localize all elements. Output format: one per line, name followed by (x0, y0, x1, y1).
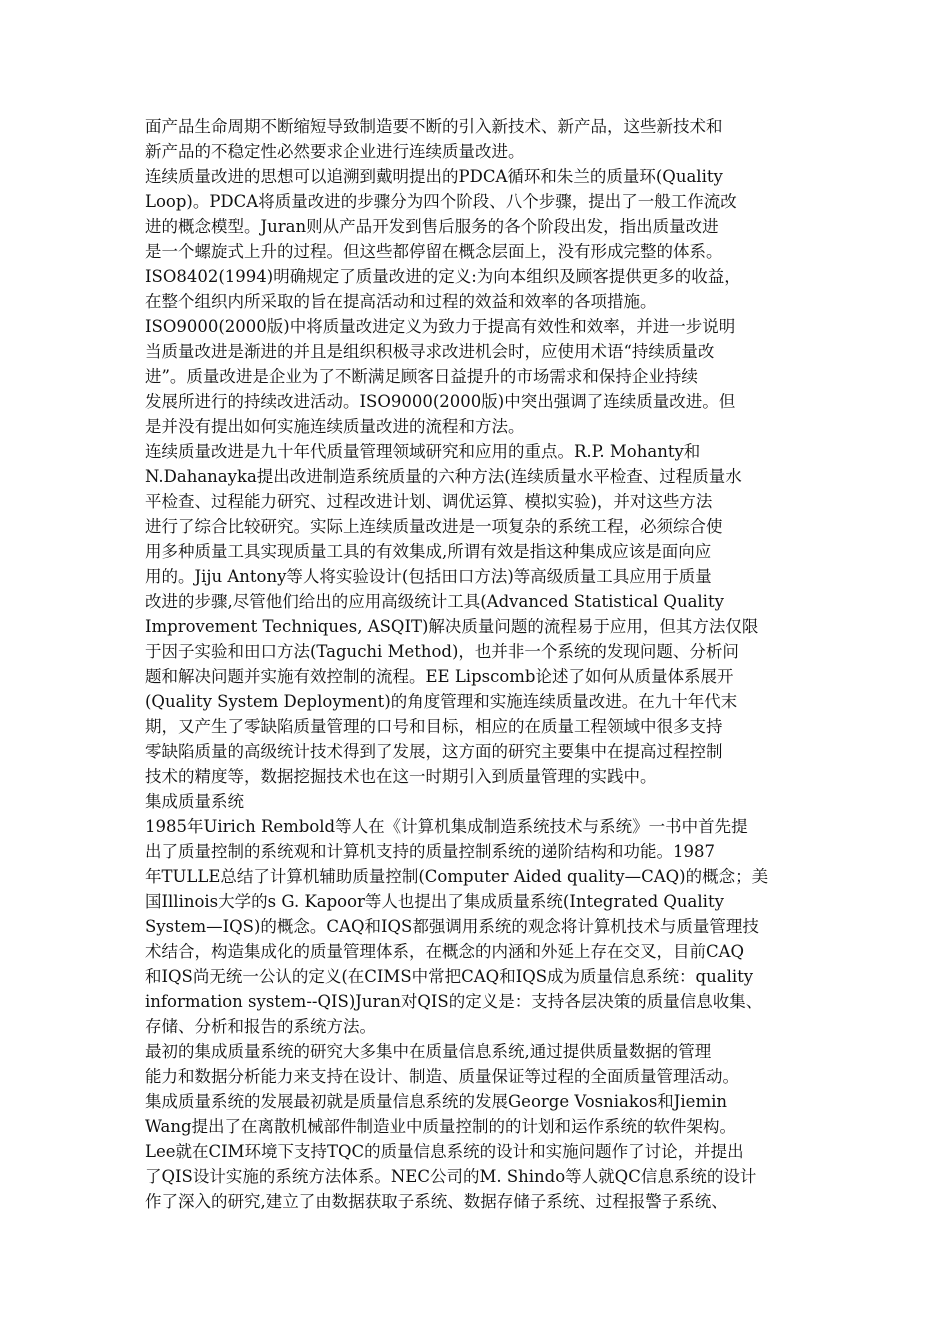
text-line: 新产品的不稳定性必然要求企业进行连续质量改进。 (145, 142, 525, 161)
text-line: (Quality System Deployment)的角度管理和实施连续质量改进。在九十年代末 (145, 692, 738, 711)
text-line: ISO8402(1994)明确规定了质量改进的定义:为向本组织及顾客提供更多的收益， (145, 267, 741, 286)
text-line: 用的。Jiju Antony等人将实验设计(包括田口方法)等高级质量工具应用于质量 (145, 567, 712, 586)
text-line: 于因子实验和田口方法(Taguchi Method)，也并非一个系统的发现问题、分析问 (145, 642, 739, 661)
text-line: 进的概念模型。Juran则从产品开发到售后服务的各个阶段出发，指出质量改进 (145, 217, 719, 236)
text-line: 零缺陷质量的高级统计技术得到了发展，这方面的研究主要集中在提高过程控制 (145, 742, 723, 761)
text-line: System—IQS)的概念。CAQ和IQS都强调用系统的观念将计算机技术与质量管理技 (145, 917, 759, 936)
text-line: Improvement Techniques, ASQIT)解决质量问题的流程易于应用，但其方法仅限 (145, 617, 759, 636)
text-line: 最初的集成质量系统的研究大多集中在质量信息系统,通过提供质量数据的管理 (145, 1042, 712, 1061)
text-line: 用多种质量工具实现质量工具的有效集成,所谓有效是指这种集成应该是面向应 (145, 542, 712, 561)
text-line: 和IQS尚无统一公认的定义(在CIMS中常把CAQ和IQS成为质量信息系统：quality (145, 967, 754, 986)
text-line: 是并没有提出如何实施连续质量改进的流程和方法。 (145, 417, 525, 436)
text-line: 了QIS设计实施的系统方法体系。NEC公司的M. Shindo等人就QC信息系统的设计 (145, 1167, 757, 1186)
text-line: 在整个组织内所采取的旨在提高活动和过程的效益和效率的各项措施。 (145, 292, 657, 311)
text-line: 发展所进行的持续改进活动。ISO9000(2000版)中突出强调了连续质量改进。但 (145, 392, 736, 411)
text-line: 改进的步骤,尽管他们给出的应用高级统计工具(Advanced Statistical Quality (145, 592, 724, 611)
text-line: Lee就在CIM环境下支持TQC的质量信息系统的设计和实施问题作了讨论，并提出 (145, 1142, 744, 1161)
text-line: 面产品生命周期不断缩短导致制造要不断的引入新技术、新产品，这些新技术和 (145, 117, 723, 136)
text-line: 期，又产生了零缺陷质量管理的口号和目标，相应的在质量工程领域中很多支持 (145, 717, 723, 736)
text-line: ISO9000(2000版)中将质量改进定义为致力于提高有效性和效率，并进一步说明 (145, 317, 736, 336)
text-line: 是一个螺旋式上升的过程。但这些都停留在概念层面上，没有形成完整的体系。 (145, 242, 723, 261)
text-line: 当质量改进是渐进的并且是组织积极寻求改进机会时，应使用术语“持续质量改 (145, 342, 715, 361)
document-body (145, 114, 817, 1214)
text-line: 连续质量改进是九十年代质量管理领域研究和应用的重点。R.P. Mohanty和 (145, 442, 701, 461)
section-heading: 集成质量系统 (145, 792, 244, 811)
text-line: 平检查、过程能力研究、过程改进计划、调优运算、模拟实验)，并对这些方法 (145, 492, 713, 511)
text-line: 题和解决问题并实施有效控制的流程。EE Lipscomb论述了如何从质量体系展开 (145, 667, 734, 686)
text-line: 作了深入的研究,建立了由数据获取子系统、数据存储子系统、过程报警子系统、 (145, 1192, 728, 1211)
text-line: 出了质量控制的系统观和计算机支持的质量控制系统的递阶结构和功能。1987 (145, 842, 715, 861)
text-line: 存储、分析和报告的系统方法。 (145, 1017, 376, 1036)
text-line: Wang提出了在离散机械部件制造业中质量控制的的计划和运作系统的软件架构。 (145, 1117, 737, 1136)
text-line: 技术的精度等，数据挖掘技术也在这一时期引入到质量管理的实践中。 (145, 767, 657, 786)
text-line: 进行了综合比较研究。实际上连续质量改进是一项复杂的系统工程，必须综合使 (145, 517, 723, 536)
text-line: 术结合，构造集成化的质量管理体系，在概念的内涵和外延上存在交叉，目前CAQ (145, 942, 745, 961)
text-line: information system--QIS)Juran对QIS的定义是：支持各层决策的质量信息收集、 (145, 992, 763, 1011)
text-line: 进”。质量改进是企业为了不断满足顾客日益提升的市场需求和保持企业持续 (145, 367, 698, 386)
text-line: Loop)。PDCA将质量改进的步骤分为四个阶段、八个步骤，提出了一般工作流改 (145, 192, 737, 211)
text-line: 1985年Uirich Rembold等人在《计算机集成制造系统技术与系统》一书中首先提 (145, 817, 748, 836)
text-line: 年TULLE总结了计算机辅助质量控制(Computer Aided quality—CAQ)的概念；美 (145, 867, 769, 886)
text-line: N.Dahanayka提出改进制造系统质量的六种方法(连续质量水平检查、过程质量水 (145, 467, 742, 486)
text-line: 连续质量改进的思想可以追溯到戴明提出的PDCA循环和朱兰的质量环(Quality (145, 167, 723, 186)
text-line: 能力和数据分析能力来支持在设计、制造、质量保证等过程的全面质量管理活动。 (145, 1067, 739, 1086)
text-line: 集成质量系统的发展最初就是质量信息系统的发展George Vosniakos和Jiemin (145, 1092, 727, 1111)
text-line: 国Illinois大学的s G. Kapoor等人也提出了集成质量系统(Integrated Quality (145, 892, 724, 911)
